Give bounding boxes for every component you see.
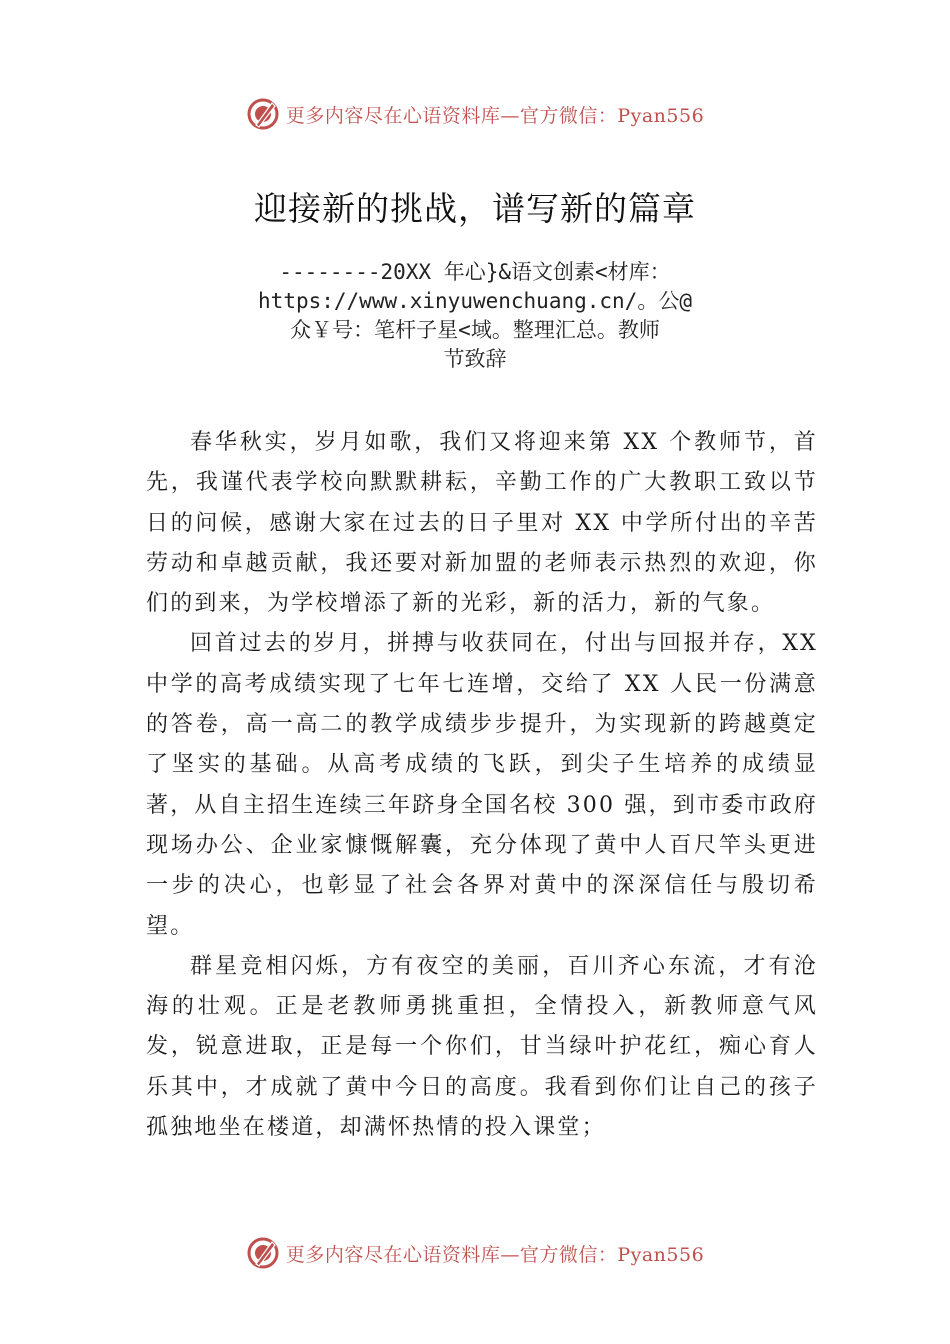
header-watermark: [0, 94, 950, 134]
body-paragraph: 春华秋实，岁月如歌，我们又将迎来第 XX 个教师节，首先，我谨代表学校向默默耕耘，辛勤工作的广大教职工致以节日的问候，感谢大家在过去的日子里对 XX 中学所付出的辛苦劳动和卓越贡献，我还要对新加盟的老师表示热烈的欢迎，你们的到来，为学校增添了新的光彩，新的活力，新的气象。: [146, 430, 818, 617]
document-title: 迎接新的挑战，谱写新的篇章: [254, 189, 696, 228]
footer-watermark-text: 更多内容尽在心语资料库—官方微信：Pyan556: [285, 1243, 705, 1266]
pen-logo-icon: [246, 97, 280, 131]
source-line: --------20XX 年心}&语文创素<材库：: [279, 260, 671, 284]
footer-watermark: [0, 1233, 950, 1273]
source-line: 众￥号：笔杆子星<域。整理汇总。教师: [290, 318, 660, 342]
document-body: [146, 423, 818, 1148]
document-source-note: [240, 258, 710, 374]
header-watermark-text: 更多内容尽在心语资料库—官方微信：Pyan556: [285, 104, 705, 127]
source-line: 节致辞: [443, 347, 507, 371]
body-paragraph: 回首过去的岁月，拼搏与收获同在，付出与回报并存，XX 中学的高考成绩实现了七年七连增，交给了 XX 人民一份满意的答卷，高一高二的教学成绩步步提升，为实现新的跨越奠定了坚实的基础。从高考成绩的飞跃，到尖子生培养的成绩显著，从自主招生连续三年跻身全国名校 300 强，到市委市政府现场办公、企业家慷慨解囊，充分体现了黄中人百尺竿头更进一步的决心，也彰显了社会各界对黄中的深深信任与殷切希望。: [146, 631, 818, 939]
pen-logo-icon: [246, 1236, 280, 1270]
body-paragraph: 群星竞相闪烁，方有夜空的美丽，百川齐心东流，才有沧海的壮观。正是老教师勇挑重担，全情投入，新教师意气风发，锐意进取，正是每一个你们，甘当绿叶护花红，痴心育人乐其中，才成就了黄中今日的高度。我看到你们让自己的孩子孤独地坐在楼道，却满怀热情的投入课堂；: [146, 953, 818, 1141]
source-line: https://www.xinyuwenchuang.cn/。公@: [258, 289, 692, 313]
